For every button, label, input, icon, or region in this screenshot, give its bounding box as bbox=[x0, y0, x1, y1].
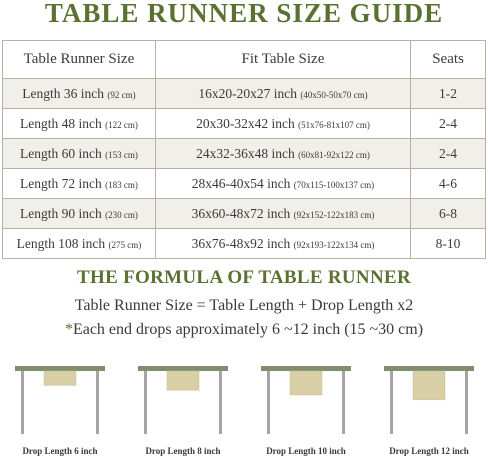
formula-equation: Table Runner Size = Table Length + Drop Length x2 bbox=[74, 297, 414, 314]
diagram-caption: Drop Length 12 inch bbox=[389, 446, 469, 456]
runner-drop bbox=[44, 371, 76, 385]
seats-cell: 4-6 bbox=[411, 169, 486, 199]
table-leg bbox=[219, 371, 222, 434]
table-leg bbox=[96, 371, 99, 434]
runner-drop bbox=[290, 371, 322, 395]
seats-cell: 2-4 bbox=[411, 139, 486, 169]
table-row bbox=[3, 169, 486, 199]
fit-size-cell: 36x76-48x92 inch (92x193-122x134 cm) bbox=[155, 229, 410, 259]
fit-size-cell: 24x32-36x48 inch (60x81-92x122 cm) bbox=[155, 139, 410, 169]
table-runner-illustration bbox=[384, 362, 474, 442]
drop-diagram-12 bbox=[384, 362, 474, 458]
table-leg bbox=[267, 371, 270, 434]
table-row bbox=[3, 229, 486, 259]
fit-size-cell: 36x60-48x72 inch (92x152-122x183 cm) bbox=[155, 199, 410, 229]
table-row bbox=[3, 79, 486, 109]
table-row bbox=[3, 109, 486, 139]
diagram-caption: Drop Length 10 inch bbox=[266, 446, 346, 456]
header-fit-table-size: Fit Table Size bbox=[155, 41, 410, 79]
drop-note bbox=[0, 321, 488, 339]
drop-diagram-10 bbox=[261, 362, 351, 458]
tabletop bbox=[384, 366, 474, 371]
runner-length-cell: Length 90 inch (230 cm) bbox=[3, 199, 156, 229]
table-leg bbox=[342, 371, 345, 434]
note-text: Each end drops approximately 6 ~12 inch (15 ~30 cm) bbox=[72, 321, 424, 338]
table-leg bbox=[465, 371, 468, 434]
runner-length-cell: Length 36 inch (92 cm) bbox=[3, 79, 156, 109]
seats-cell: 2-4 bbox=[411, 109, 486, 139]
runner-length-cell: Length 60 inch (153 cm) bbox=[3, 139, 156, 169]
seats-cell: 1-2 bbox=[411, 79, 486, 109]
seats-cell: 8-10 bbox=[411, 229, 486, 259]
table-leg bbox=[21, 371, 24, 434]
size-guide-table bbox=[2, 40, 486, 259]
fit-size-cell: 28x46-40x54 inch (70x115-100x137 cm) bbox=[155, 169, 410, 199]
table-leg bbox=[144, 371, 147, 434]
fit-size-cell: 20x30-32x42 inch (51x76-81x107 cm) bbox=[155, 109, 410, 139]
table-row bbox=[3, 199, 486, 229]
runner-length-cell: Length 48 inch (122 cm) bbox=[3, 109, 156, 139]
note-star: * bbox=[64, 321, 73, 338]
diagram-caption: Drop Length 6 inch bbox=[22, 446, 98, 456]
runner-drop bbox=[167, 371, 199, 390]
table-runner-illustration bbox=[15, 362, 105, 442]
tabletop bbox=[15, 366, 105, 371]
drop-length-diagrams bbox=[0, 362, 488, 458]
header-runner-size: Table Runner Size bbox=[3, 41, 156, 79]
diagram-caption: Drop Length 8 inch bbox=[145, 446, 221, 456]
table-header-row bbox=[3, 41, 486, 79]
table-leg bbox=[390, 371, 393, 434]
guide-title: TABLE RUNNER SIZE GUIDE bbox=[44, 0, 444, 28]
runner-length-cell: Length 72 inch (183 cm) bbox=[3, 169, 156, 199]
formula-title: THE FORMULA OF TABLE RUNNER bbox=[77, 267, 411, 288]
header-seats: Seats bbox=[411, 41, 486, 79]
seats-cell: 6-8 bbox=[411, 199, 486, 229]
runner-drop bbox=[413, 371, 445, 400]
tabletop bbox=[261, 366, 351, 371]
tabletop bbox=[138, 366, 228, 371]
table-row bbox=[3, 139, 486, 169]
table-runner-illustration bbox=[261, 362, 351, 442]
fit-size-cell: 16x20-20x27 inch (40x50-50x70 cm) bbox=[155, 79, 410, 109]
runner-length-cell: Length 108 inch (275 cm) bbox=[3, 229, 156, 259]
drop-diagram-8 bbox=[138, 362, 228, 458]
table-runner-illustration bbox=[138, 362, 228, 442]
drop-diagram-6 bbox=[15, 362, 105, 458]
